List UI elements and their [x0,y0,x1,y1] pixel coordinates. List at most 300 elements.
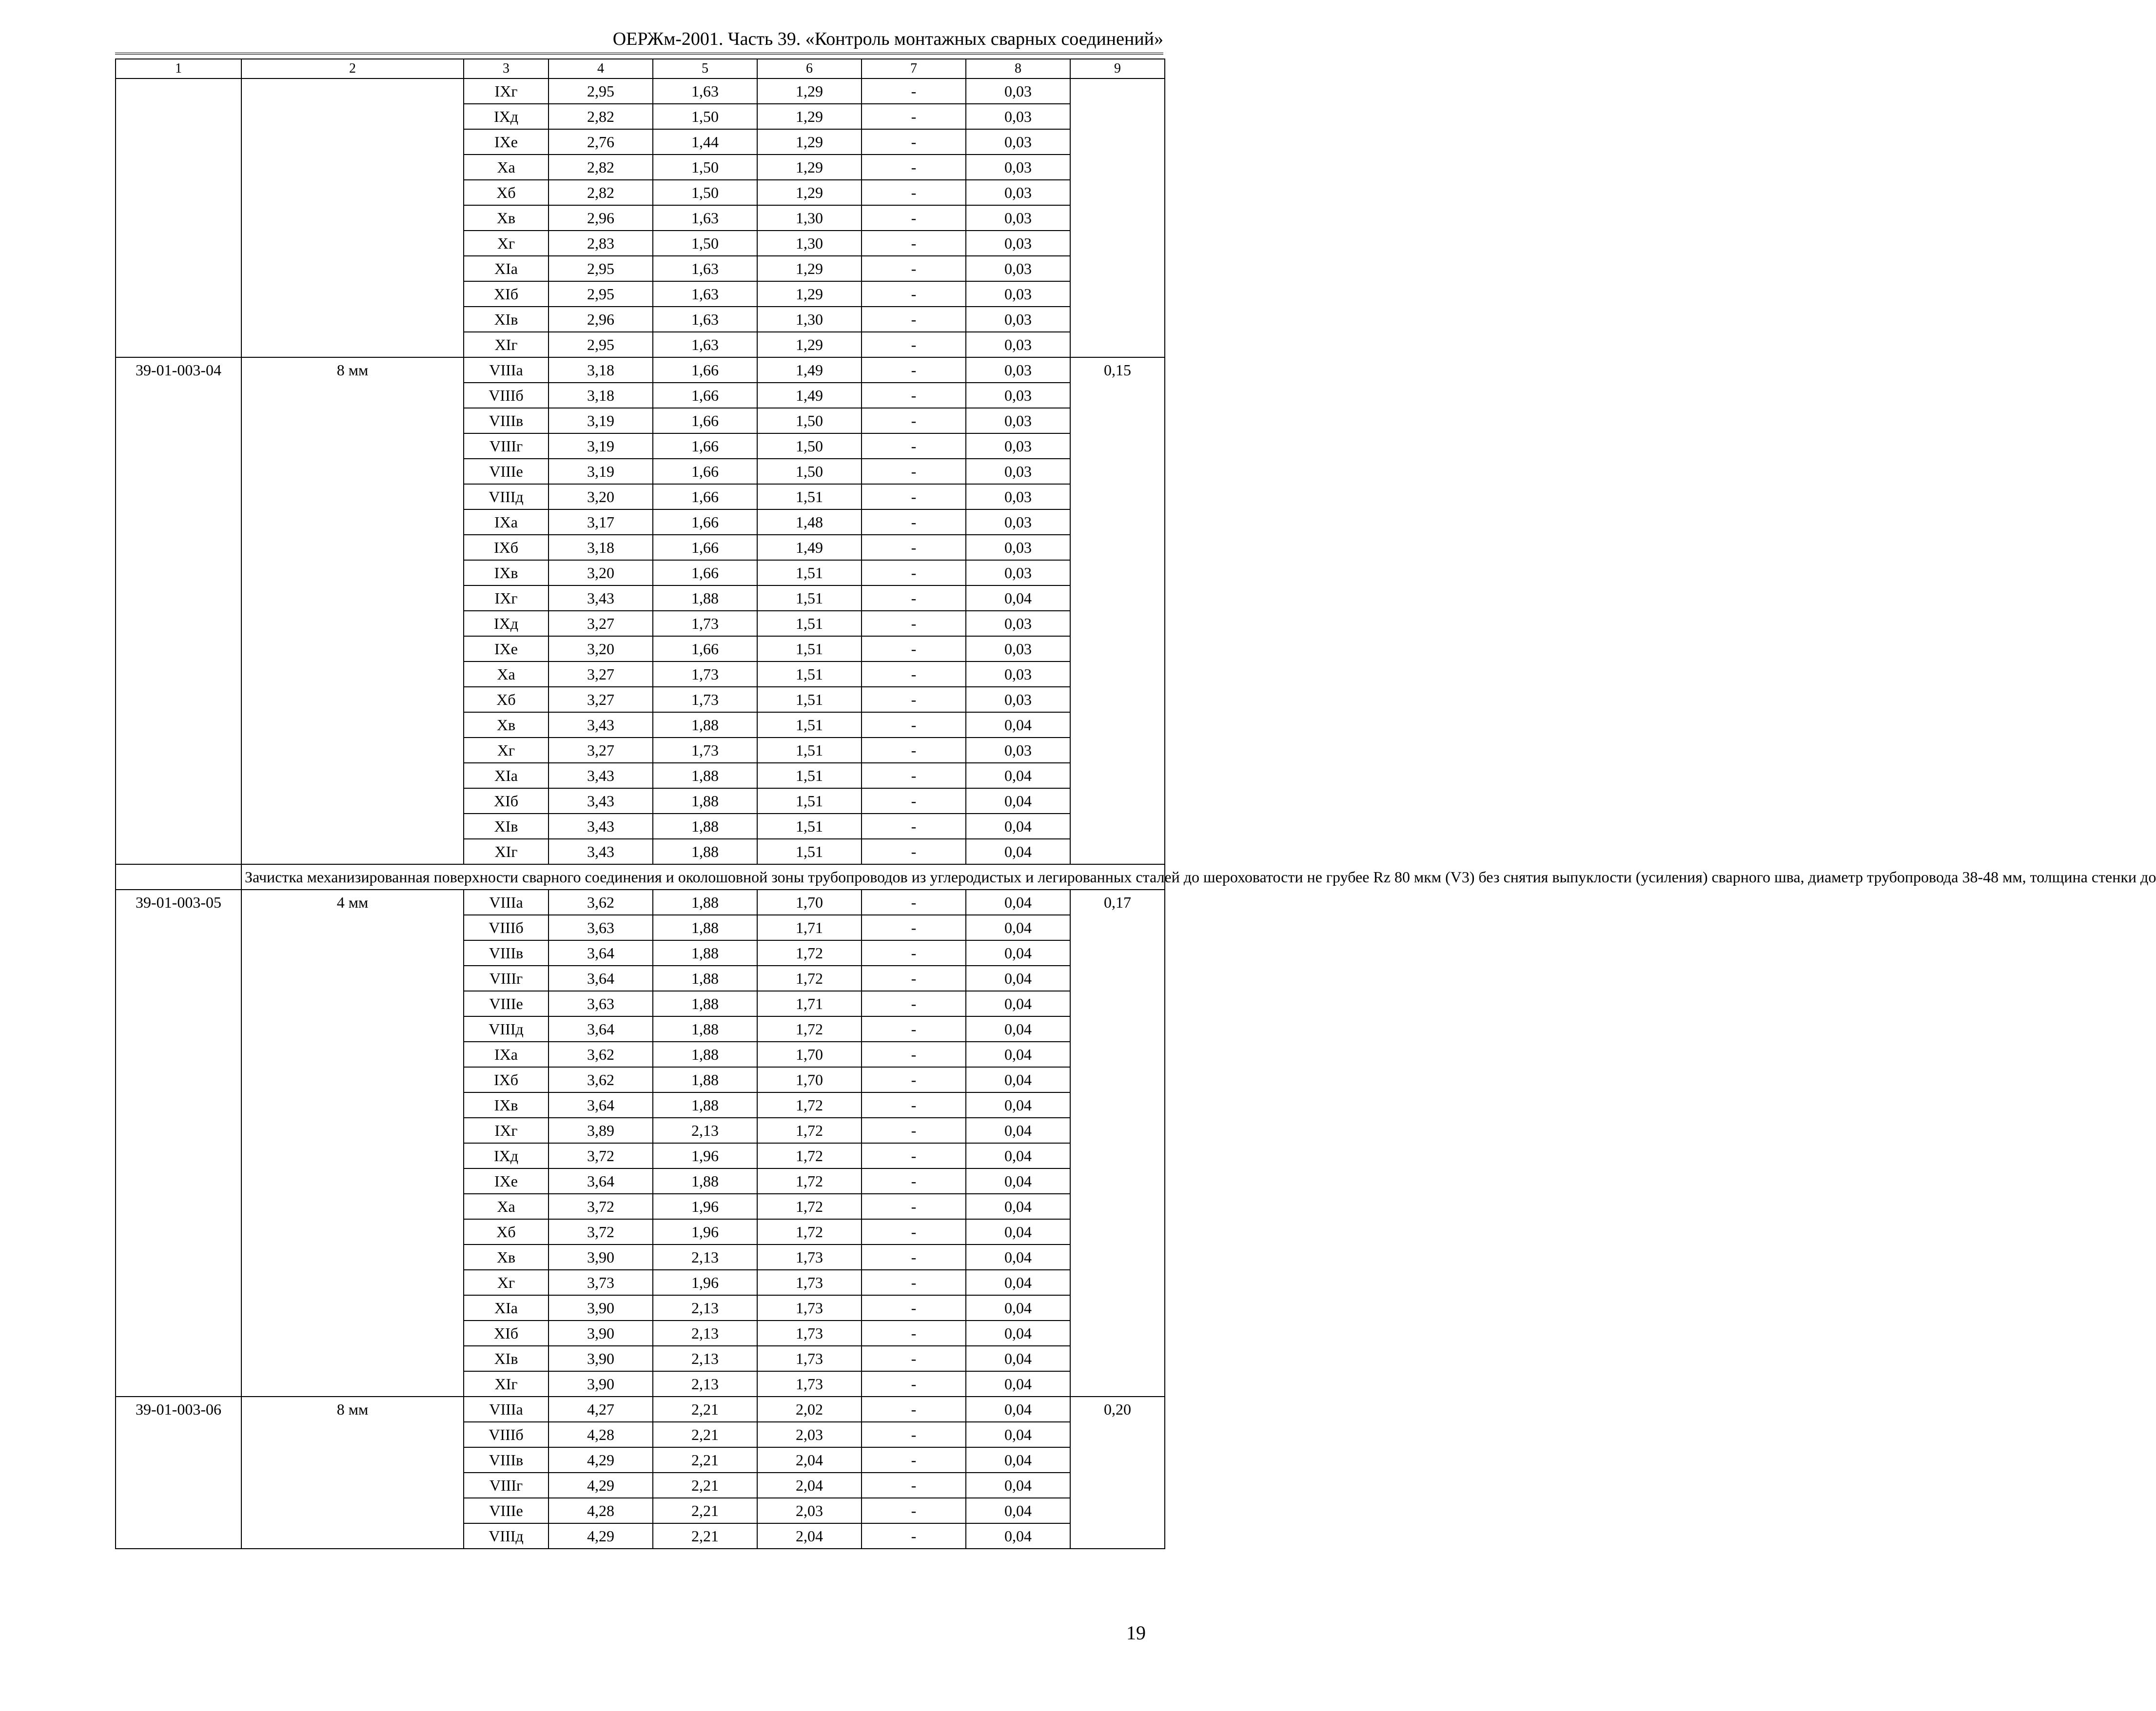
table-cell-col4: 3,89 [549,1118,653,1143]
table-cell-col8: 0,04 [966,1042,1070,1067]
table-cell-col6: 1,29 [757,180,862,205]
table-cell-col7: - [862,814,966,839]
table-cell-col6: 1,29 [757,104,862,129]
table-cell-col3: XIг [464,839,549,864]
table-cell-col7: - [862,104,966,129]
table-cell-col3: XIг [464,1371,549,1397]
table-cell-col8: 0,04 [966,1168,1070,1194]
table-cell-col5: 1,63 [653,78,757,104]
table-cell-col8: 0,04 [966,890,1070,915]
table-cell-col4: 3,43 [549,712,653,738]
table-cell-col7: - [862,940,966,966]
table-cell-col4: 3,72 [549,1219,653,1244]
table-cell-col3: Xг [464,738,549,763]
table-cell-col8: 0,03 [966,560,1070,585]
table-cell-col7: - [862,687,966,712]
table-row [116,357,1165,383]
table-cell-col3: Xв [464,712,549,738]
table-cell-col4: 2,82 [549,180,653,205]
table-cell-col3: Xб [464,1219,549,1244]
table-cell-col5: 2,13 [653,1295,757,1321]
table-cell-col3: Xг [464,231,549,256]
table-cell-col8: 0,03 [966,357,1070,383]
table-cell-col7: - [862,509,966,535]
table-cell-col5: 1,96 [653,1194,757,1219]
table-cell-col7: - [862,155,966,180]
table-cell-col8: 0,04 [966,1473,1070,1498]
table-cell-col3: Xа [464,661,549,687]
table-cell-col4: 3,64 [549,1168,653,1194]
table-cell-col7: - [862,890,966,915]
table-cell-col3: IXд [464,104,549,129]
table-cell-col7: - [862,1092,966,1118]
table-cell-col7: - [862,738,966,763]
table-cell-col7: - [862,1346,966,1371]
table-cell-col7: - [862,535,966,560]
table-cell-col8: 0,04 [966,1397,1070,1422]
table-cell-col8: 0,03 [966,738,1070,763]
table-cell-col7: - [862,1447,966,1473]
table-cell-col6: 1,49 [757,357,862,383]
table-cell-col7: - [862,1473,966,1498]
table-cell-col4: 3,27 [549,738,653,763]
wall-thickness-cell: 8 мм [241,1397,464,1549]
column-header-7: 7 [862,59,966,78]
table-cell-col8: 0,04 [966,1016,1070,1042]
table-cell-col6: 1,51 [757,484,862,509]
table-cell-col5: 1,88 [653,890,757,915]
table-cell-col7: - [862,1422,966,1447]
table-cell-col6: 1,30 [757,205,862,231]
table-cell-col5: 1,50 [653,180,757,205]
table-cell-col8: 0,03 [966,509,1070,535]
table-cell-col3: Xб [464,180,549,205]
table-cell-col5: 2,21 [653,1473,757,1498]
table-cell-col8: 0,04 [966,1498,1070,1523]
table-cell-col7: - [862,307,966,332]
table-cell-col6: 1,49 [757,383,862,408]
table-cell-col6: 1,73 [757,1244,862,1270]
table-cell-col5: 1,50 [653,155,757,180]
table-cell-col5: 1,88 [653,991,757,1016]
wall-thickness-cell: 4 мм [241,890,464,1397]
table-cell-col5: 2,13 [653,1321,757,1346]
table-cell-col7: - [862,839,966,864]
table-cell-col3: VIIIе [464,459,549,484]
table-cell-col8: 0,04 [966,763,1070,788]
table-cell-col7: - [862,991,966,1016]
table-cell-col3: Xг [464,1270,549,1295]
table-cell-col3: IXг [464,78,549,104]
column-9-cell: 0,17 [1070,890,1165,1397]
table-cell-col5: 1,63 [653,256,757,281]
table-cell-col4: 3,43 [549,839,653,864]
table-cell-col8: 0,03 [966,383,1070,408]
table-cell-col4: 3,18 [549,383,653,408]
table-cell-col3: IXв [464,560,549,585]
table-cell-col5: 1,73 [653,738,757,763]
table-cell-col6: 1,51 [757,585,862,611]
table-cell-col5: 1,66 [653,509,757,535]
table-cell-col5: 1,66 [653,535,757,560]
table-cell-col5: 2,13 [653,1371,757,1397]
table-cell-col5: 1,88 [653,1042,757,1067]
table-cell-col4: 3,43 [549,763,653,788]
table-cell-col7: - [862,763,966,788]
table-cell-col3: XIв [464,1346,549,1371]
table-cell-col6: 2,04 [757,1523,862,1549]
table-cell-col8: 0,03 [966,433,1070,459]
column-header-4: 4 [549,59,653,78]
wall-thickness-cell: 8 мм [241,357,464,864]
table-cell-col7: - [862,357,966,383]
table-cell-col8: 0,04 [966,915,1070,940]
table-cell-col8: 0,04 [966,940,1070,966]
table-cell-col6: 1,71 [757,915,862,940]
table-cell-col3: VIIIе [464,1498,549,1523]
table-cell-col6: 1,70 [757,1067,862,1092]
table-body [116,78,2156,1549]
table-cell-col6: 1,72 [757,1016,862,1042]
table-cell-col5: 1,66 [653,484,757,509]
table-cell-col8: 0,04 [966,839,1070,864]
table-cell-col5: 1,44 [653,129,757,155]
table-cell-col7: - [862,1067,966,1092]
table-cell-col3: Xа [464,1194,549,1219]
table-cell-col5: 1,96 [653,1270,757,1295]
table-cell-col5: 1,63 [653,205,757,231]
table-cell-col6: 1,51 [757,611,862,636]
table-cell-col3: VIIIв [464,940,549,966]
table-cell-col5: 1,66 [653,636,757,661]
table-cell-col3: VIIIа [464,1397,549,1422]
page-header: ОЕРЖм-2001. Часть 39. «Контроль монтажных сварных соединений» [115,27,1163,55]
table-cell-col7: - [862,408,966,433]
table-cell-col8: 0,03 [966,281,1070,307]
table-cell-col5: 2,13 [653,1118,757,1143]
table-cell-col8: 0,03 [966,307,1070,332]
table-cell-col4: 2,82 [549,155,653,180]
column-header-2: 2 [241,59,464,78]
table-cell-col6: 1,51 [757,839,862,864]
table-cell-col4: 3,43 [549,788,653,814]
table-cell-col7: - [862,636,966,661]
table-cell-col4: 3,62 [549,1067,653,1092]
table-cell-col3: IXд [464,611,549,636]
table-cell-col5: 1,63 [653,307,757,332]
table-cell-col6: 2,04 [757,1447,862,1473]
table-cell-col6: 1,72 [757,1194,862,1219]
table-cell-col4: 3,19 [549,433,653,459]
section-title-row [116,864,1165,890]
column-9-cell: 0,15 [1070,357,1165,864]
table-cell-col5: 1,66 [653,433,757,459]
table-cell-col7: - [862,78,966,104]
table-cell-col8: 0,04 [966,1118,1070,1143]
table-row [116,78,1165,104]
table-cell-col6: 1,73 [757,1270,862,1295]
table-cell-col4: 3,73 [549,1270,653,1295]
table-cell-col7: - [862,611,966,636]
table-cell-col3: IXб [464,1067,549,1092]
table-cell-col4: 2,95 [549,332,653,357]
table-cell-col7: - [862,1143,966,1168]
table-cell-col3: VIIIг [464,1473,549,1498]
table-cell-col7: - [862,966,966,991]
table-cell-col5: 2,21 [653,1447,757,1473]
table-cell-col7: - [862,1397,966,1422]
table-cell-col4: 3,43 [549,585,653,611]
table-cell-col5: 1,88 [653,839,757,864]
table-cell-col4: 3,90 [549,1346,653,1371]
table-cell-col4: 3,18 [549,535,653,560]
table-cell-col5: 1,63 [653,332,757,357]
table-cell-col3: IXе [464,129,549,155]
table-cell-col8: 0,03 [966,332,1070,357]
table-cell-col6: 1,51 [757,687,862,712]
table-cell-col7: - [862,1194,966,1219]
table-cell-col8: 0,04 [966,1346,1070,1371]
column-header-8: 8 [966,59,1070,78]
table-cell-col6: 1,29 [757,332,862,357]
table-cell-col3: VIIIг [464,433,549,459]
table-cell-col8: 0,03 [966,661,1070,687]
table-cell-col5: 1,88 [653,814,757,839]
table-cell-col3: VIIIд [464,484,549,509]
table-cell-col7: - [862,1498,966,1523]
table-cell-col6: 1,51 [757,560,862,585]
table-cell-col3: Xв [464,205,549,231]
table-cell-col6: 1,29 [757,281,862,307]
table-cell-col4: 3,90 [549,1371,653,1397]
table-cell-col3: IXд [464,1143,549,1168]
table-cell-col3: IXб [464,535,549,560]
rates-table [115,58,2156,1549]
table-cell-col4: 3,19 [549,408,653,433]
table-cell-col3: VIIIб [464,383,549,408]
table-cell-col5: 1,73 [653,661,757,687]
table-cell-col8: 0,04 [966,1219,1070,1244]
table-cell-col3: VIIIв [464,408,549,433]
table-cell-col5: 1,50 [653,231,757,256]
table-cell-col8: 0,04 [966,1143,1070,1168]
table-cell-col3: IXа [464,509,549,535]
table-cell-col8: 0,04 [966,585,1070,611]
table-cell-col4: 2,95 [549,256,653,281]
table-cell-col6: 1,50 [757,408,862,433]
table-cell-col6: 1,29 [757,78,862,104]
table-cell-col5: 1,88 [653,712,757,738]
table-cell-col4: 3,20 [549,560,653,585]
section-title: Зачистка механизированная поверхности сварного соединения и околошовной зоны трубопроводов из углеродистых и легированных сталей до шероховатости не грубее Rz 80 мкм (V3) без снятия выпуклости (усиления) сварного шва, диаметр трубопровода 38-48 мм, толщина стенки до [241,864,1165,890]
table-cell-col4: 3,27 [549,687,653,712]
table-cell-col5: 1,50 [653,104,757,129]
table-cell-col7: - [862,433,966,459]
table-cell-col6: 1,51 [757,814,862,839]
table-cell-col7: - [862,712,966,738]
table-cell-col7: - [862,383,966,408]
table-cell-col6: 2,02 [757,1397,862,1422]
table-cell-col5: 1,66 [653,408,757,433]
table-cell-col8: 0,04 [966,1092,1070,1118]
wall-thickness-cell [241,78,464,357]
table-cell-col7: - [862,1168,966,1194]
table-cell-col8: 0,03 [966,180,1070,205]
table-cell-col6: 1,73 [757,1346,862,1371]
table-cell-col4: 4,29 [549,1473,653,1498]
table-cell-col4: 3,63 [549,915,653,940]
table-cell-col4: 3,62 [549,1042,653,1067]
table-cell-col3: VIIIб [464,915,549,940]
table-cell-col8: 0,04 [966,1371,1070,1397]
table-cell-col4: 3,64 [549,1092,653,1118]
table-cell-col4: 2,82 [549,104,653,129]
table-cell-col7: - [862,1244,966,1270]
table-cell-col8: 0,03 [966,155,1070,180]
table-cell-col6: 1,70 [757,1042,862,1067]
table-cell-col6: 1,73 [757,1371,862,1397]
table-cell-col8: 0,04 [966,1321,1070,1346]
table-cell-col4: 2,83 [549,231,653,256]
table-cell-col4: 4,29 [549,1447,653,1473]
table-cell-col3: VIIIа [464,890,549,915]
table-cell-col8: 0,03 [966,636,1070,661]
table-cell-col3: VIIIд [464,1016,549,1042]
table-cell-col7: - [862,180,966,205]
column-9-cell [1070,78,1165,357]
table-cell-col6: 1,51 [757,788,862,814]
table-cell-col4: 3,27 [549,611,653,636]
table-cell-col4: 3,90 [549,1295,653,1321]
table-cell-col6: 1,50 [757,459,862,484]
table-cell-col3: IXг [464,1118,549,1143]
table-cell-col5: 1,73 [653,611,757,636]
table-cell-col4: 2,76 [549,129,653,155]
table-cell-col3: VIIIв [464,1447,549,1473]
table-cell-col6: 1,73 [757,1295,862,1321]
table-cell-col8: 0,03 [966,78,1070,104]
table-cell-col7: - [862,1219,966,1244]
table-cell-col3: IXв [464,1092,549,1118]
table-cell-col3: XIг [464,332,549,357]
table-cell-col7: - [862,915,966,940]
section-empty-cell [116,864,241,890]
table-cell-col8: 0,04 [966,1244,1070,1270]
table-cell-col5: 1,88 [653,763,757,788]
table-cell-col4: 2,95 [549,281,653,307]
table-cell-col6: 2,03 [757,1498,862,1523]
table-cell-col5: 1,66 [653,560,757,585]
table-cell-col3: XIб [464,788,549,814]
table-cell-col7: - [862,585,966,611]
table-cell-col7: - [862,1371,966,1397]
table-cell-col7: - [862,129,966,155]
column-9-cell: 0,20 [1070,1397,1165,1549]
table-cell-col3: VIIIг [464,966,549,991]
table-cell-col8: 0,04 [966,1067,1070,1092]
table-cell-col4: 3,20 [549,636,653,661]
table-cell-col7: - [862,1295,966,1321]
table-cell-col4: 3,63 [549,991,653,1016]
table-cell-col8: 0,04 [966,1295,1070,1321]
table-cell-col8: 0,04 [966,1422,1070,1447]
table-cell-col5: 2,21 [653,1498,757,1523]
table-cell-col5: 1,73 [653,687,757,712]
table-cell-col8: 0,04 [966,788,1070,814]
table-cell-col7: - [862,1016,966,1042]
table-cell-col7: - [862,788,966,814]
table-cell-col4: 3,72 [549,1143,653,1168]
table-cell-col3: XIб [464,1321,549,1346]
table-cell-col6: 1,48 [757,509,862,535]
table-cell-col4: 3,18 [549,357,653,383]
table-cell-col8: 0,04 [966,1270,1070,1295]
table-cell-col3: VIIIа [464,357,549,383]
table-cell-col7: - [862,560,966,585]
table-cell-col3: IXе [464,1168,549,1194]
table-cell-col3: XIа [464,763,549,788]
table-cell-col8: 0,03 [966,484,1070,509]
table-cell-col4: 3,64 [549,940,653,966]
table-cell-col5: 2,13 [653,1244,757,1270]
table-cell-col4: 3,62 [549,890,653,915]
table-cell-col5: 1,96 [653,1219,757,1244]
table-cell-col3: XIв [464,307,549,332]
table-cell-col4: 4,29 [549,1523,653,1549]
table-cell-col8: 0,03 [966,256,1070,281]
table-cell-col4: 2,96 [549,205,653,231]
table-cell-col3: XIа [464,256,549,281]
table-cell-col6: 1,51 [757,636,862,661]
table-cell-col6: 1,72 [757,940,862,966]
table-cell-col8: 0,04 [966,966,1070,991]
table-cell-col8: 0,03 [966,535,1070,560]
table-cell-col7: - [862,231,966,256]
table-cell-col7: - [862,256,966,281]
table-cell-col4: 3,43 [549,814,653,839]
table-cell-col6: 1,72 [757,1092,862,1118]
table-cell-col5: 1,63 [653,281,757,307]
table-row [116,890,1165,915]
table-cell-col6: 1,72 [757,1168,862,1194]
table-cell-col4: 3,27 [549,661,653,687]
column-header-1: 1 [116,59,241,78]
table-cell-col8: 0,04 [966,1194,1070,1219]
table-cell-col8: 0,03 [966,611,1070,636]
table-cell-col5: 1,88 [653,940,757,966]
table-cell-col8: 0,04 [966,1523,1070,1549]
table-cell-col4: 3,19 [549,459,653,484]
table-cell-col7: - [862,1270,966,1295]
table-cell-col7: - [862,205,966,231]
table-cell-col3: VIIIд [464,1523,549,1549]
table-cell-col5: 1,88 [653,1092,757,1118]
table-cell-col8: 0,04 [966,712,1070,738]
table-cell-col5: 1,88 [653,1067,757,1092]
table-cell-col5: 1,88 [653,585,757,611]
table-cell-col3: XIб [464,281,549,307]
table-cell-col3: Xв [464,1244,549,1270]
column-header-3: 3 [464,59,549,78]
table-cell-col7: - [862,459,966,484]
table-cell-col4: 2,95 [549,78,653,104]
table-cell-col6: 1,30 [757,307,862,332]
table-cell-col3: IXе [464,636,549,661]
table-cell-col4: 3,90 [549,1244,653,1270]
table-cell-col4: 3,17 [549,509,653,535]
table-cell-col6: 1,71 [757,991,862,1016]
rate-code-cell [116,78,241,357]
